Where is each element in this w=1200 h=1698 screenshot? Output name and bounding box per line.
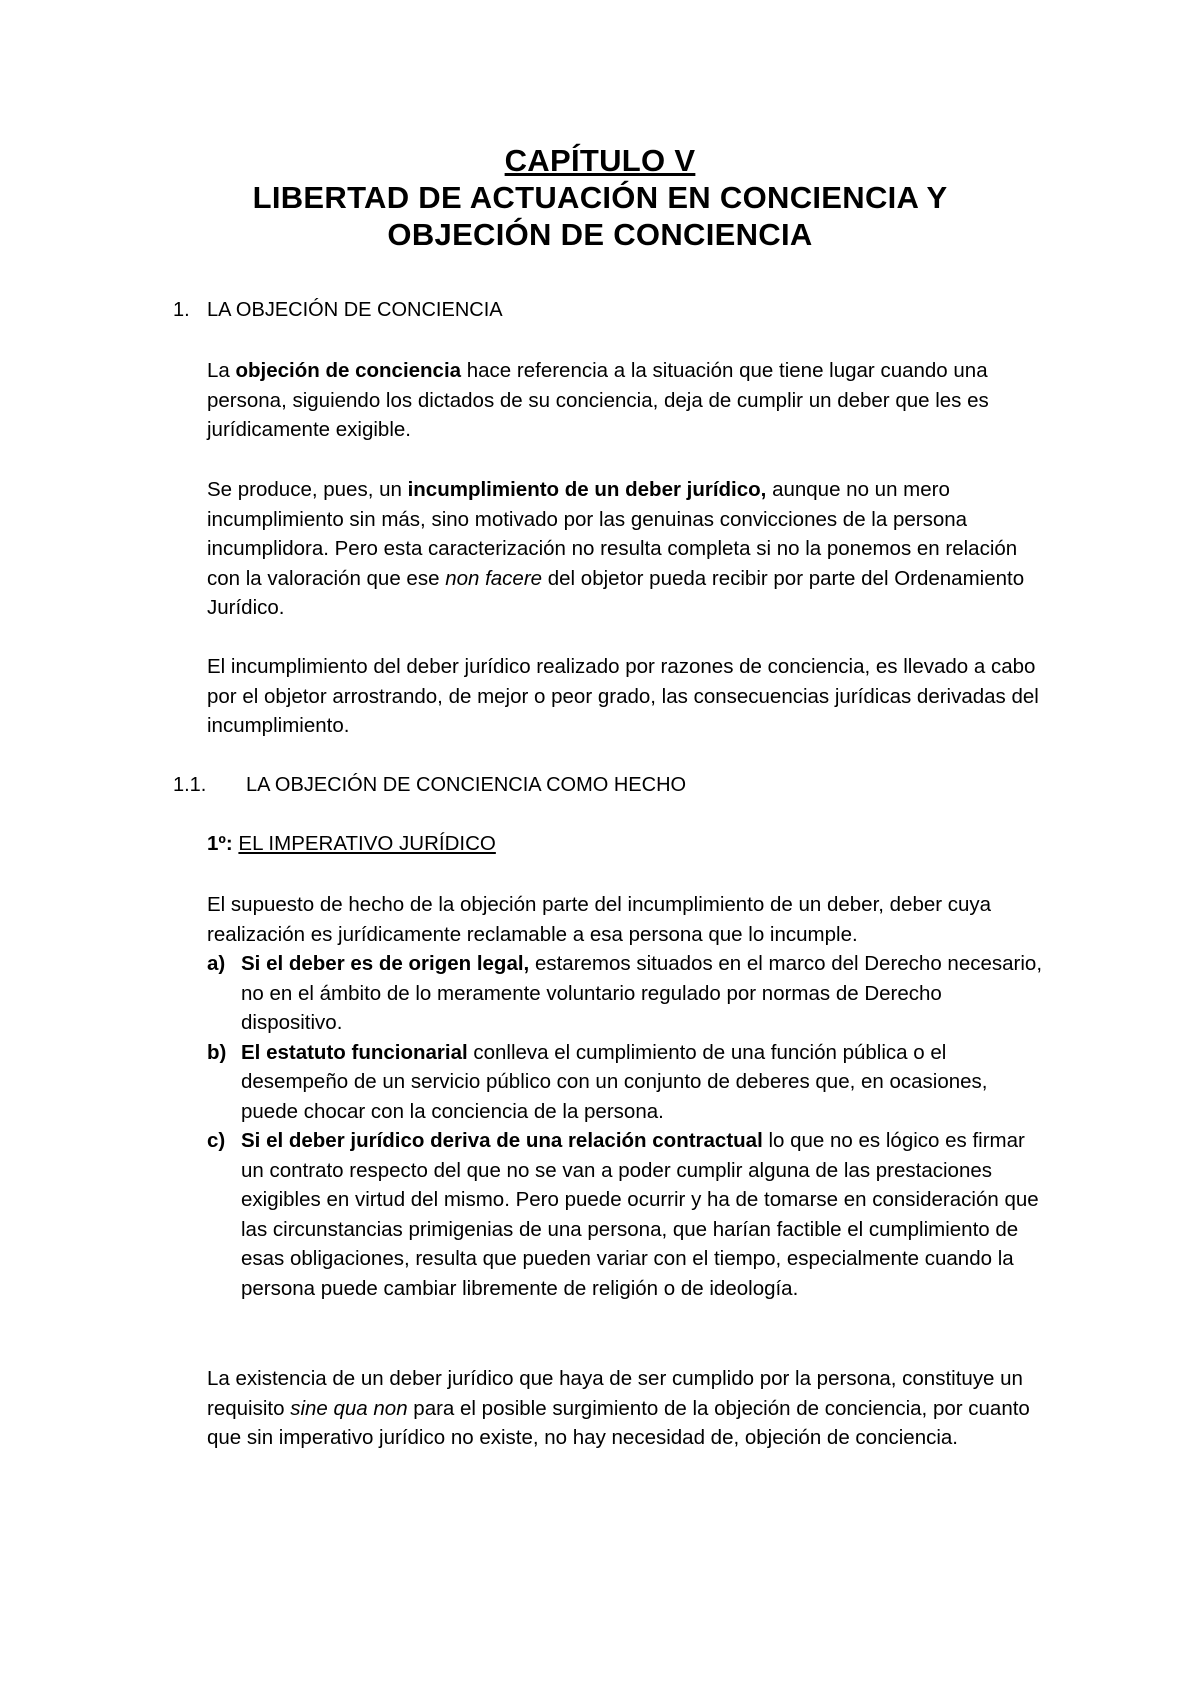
para1-text-a: La <box>207 359 236 382</box>
section-1-1-number: 1.1. <box>173 774 207 796</box>
paragraph-2 <box>207 475 1047 623</box>
para5-text-c: para el posible surgimiento de la objeción de conciencia, por cuanto que sin imperativo jurídico no existe, no hay necesidad de, objeción de conciencia. <box>207 1396 1030 1449</box>
para2-text-e: del objetor pueda recibir por parte del Ordenamiento Jurídico. <box>207 566 1025 619</box>
list-marker-b: b) <box>207 1040 227 1064</box>
list-item-a <box>207 949 1047 1038</box>
list-marker-a: a) <box>207 952 226 975</box>
paragraph-4 <box>207 890 1047 949</box>
subheading-text: EL IMPERATIVO JURÍDICO <box>238 832 496 855</box>
paragraph-5 <box>207 1364 1047 1453</box>
subheading-imperativo <box>207 832 496 856</box>
section-1-1-title: LA OBJECIÓN DE CONCIENCIA COMO HECHO <box>246 774 687 796</box>
list-item-b-text: conlleva el cumplimiento de una función pública o el desempeño de un servicio público con un conjunto de deberes que, en ocasiones, puede chocar con la conciencia de la persona. <box>241 1040 988 1123</box>
para3-text: El incumplimiento del deber jurídico realizado por razones de conciencia, es llevado a cabo por el objetor arrostrando, de mejor o peor grado, las consecuencias jurídicas derivadas del incumplimiento. <box>207 655 1039 737</box>
chapter-number: CAPÍTULO V <box>504 143 696 178</box>
para2-bold-term: incumplimiento de un deber jurídico, <box>407 478 767 501</box>
chapter-title-line-1: LIBERTAD DE ACTUACIÓN EN CONCIENCIA Y <box>252 180 948 215</box>
list-item-c <box>207 1126 1047 1303</box>
chapter-title <box>0 142 1200 253</box>
para4-text: El supuesto de hecho de la objeción parte del incumplimiento de un deber, deber cuya realización es jurídicamente reclamable a esa persona que lo incumple. <box>207 893 992 946</box>
subheading-prefix: 1º: <box>207 832 239 855</box>
list-item-a-bold: Si el deber es de origen legal, <box>241 952 530 975</box>
paragraph-3 <box>207 652 1047 741</box>
para5-text-a: La existencia de un deber jurídico que haya de ser cumplido por la persona, constituye un requisito <box>207 1367 1023 1420</box>
list-marker-c: c) <box>207 1129 226 1152</box>
para5-italic-term: sine qua non <box>290 1396 408 1420</box>
para2-text-a: Se produce, pues, un <box>207 478 408 501</box>
section-1-number: 1. <box>173 299 190 321</box>
list-item-a-text: estaremos situados en el marco del Derecho necesario, no en el ámbito de lo meramente voluntario regulado por normas de Derecho dispositivo. <box>241 952 1043 1034</box>
section-1-title: LA OBJECIÓN DE CONCIENCIA <box>207 299 503 321</box>
obligation-list <box>207 949 1047 1303</box>
para2-italic-term: non facere <box>445 566 543 590</box>
list-item-c-text: lo que no es lógico es firmar un contrato respecto del que no se van a poder cumplir alguna de las prestaciones exigibles en virtud del mismo. Pero puede ocurrir y ha de tomarse en consideración que las circunstancias primigenias de una persona, que harían factible el cumplimiento de esas obligaciones, resulta que pueden variar con el tiempo, especialmente cuando la persona puede cambiar libremente de religión o de ideología. <box>241 1129 1039 1300</box>
list-item-c-bold: Si el deber jurídico deriva de una relación contractual <box>241 1129 763 1152</box>
chapter-title-line-2: OBJECIÓN DE CONCIENCIA <box>387 217 813 252</box>
para1-text-c: hace referencia a la situación que tiene lugar cuando una persona, siguiendo los dictados de su conciencia, deja de cumplir un deber que les es jurídicamente exigible. <box>207 359 989 441</box>
paragraph-1 <box>207 356 1047 445</box>
para1-bold-term: objeción de conciencia <box>235 359 462 382</box>
para2-text-c: aunque no un mero incumplimiento sin más, sino motivado por las genuinas convicciones de la persona incumplidora. Pero esta caracterización no resulta completa si no la ponemos en relación con la valoración que ese <box>207 478 1018 590</box>
list-item-b-bold: El estatuto funcionarial <box>241 1040 468 1064</box>
list-item-b <box>207 1038 1047 1127</box>
